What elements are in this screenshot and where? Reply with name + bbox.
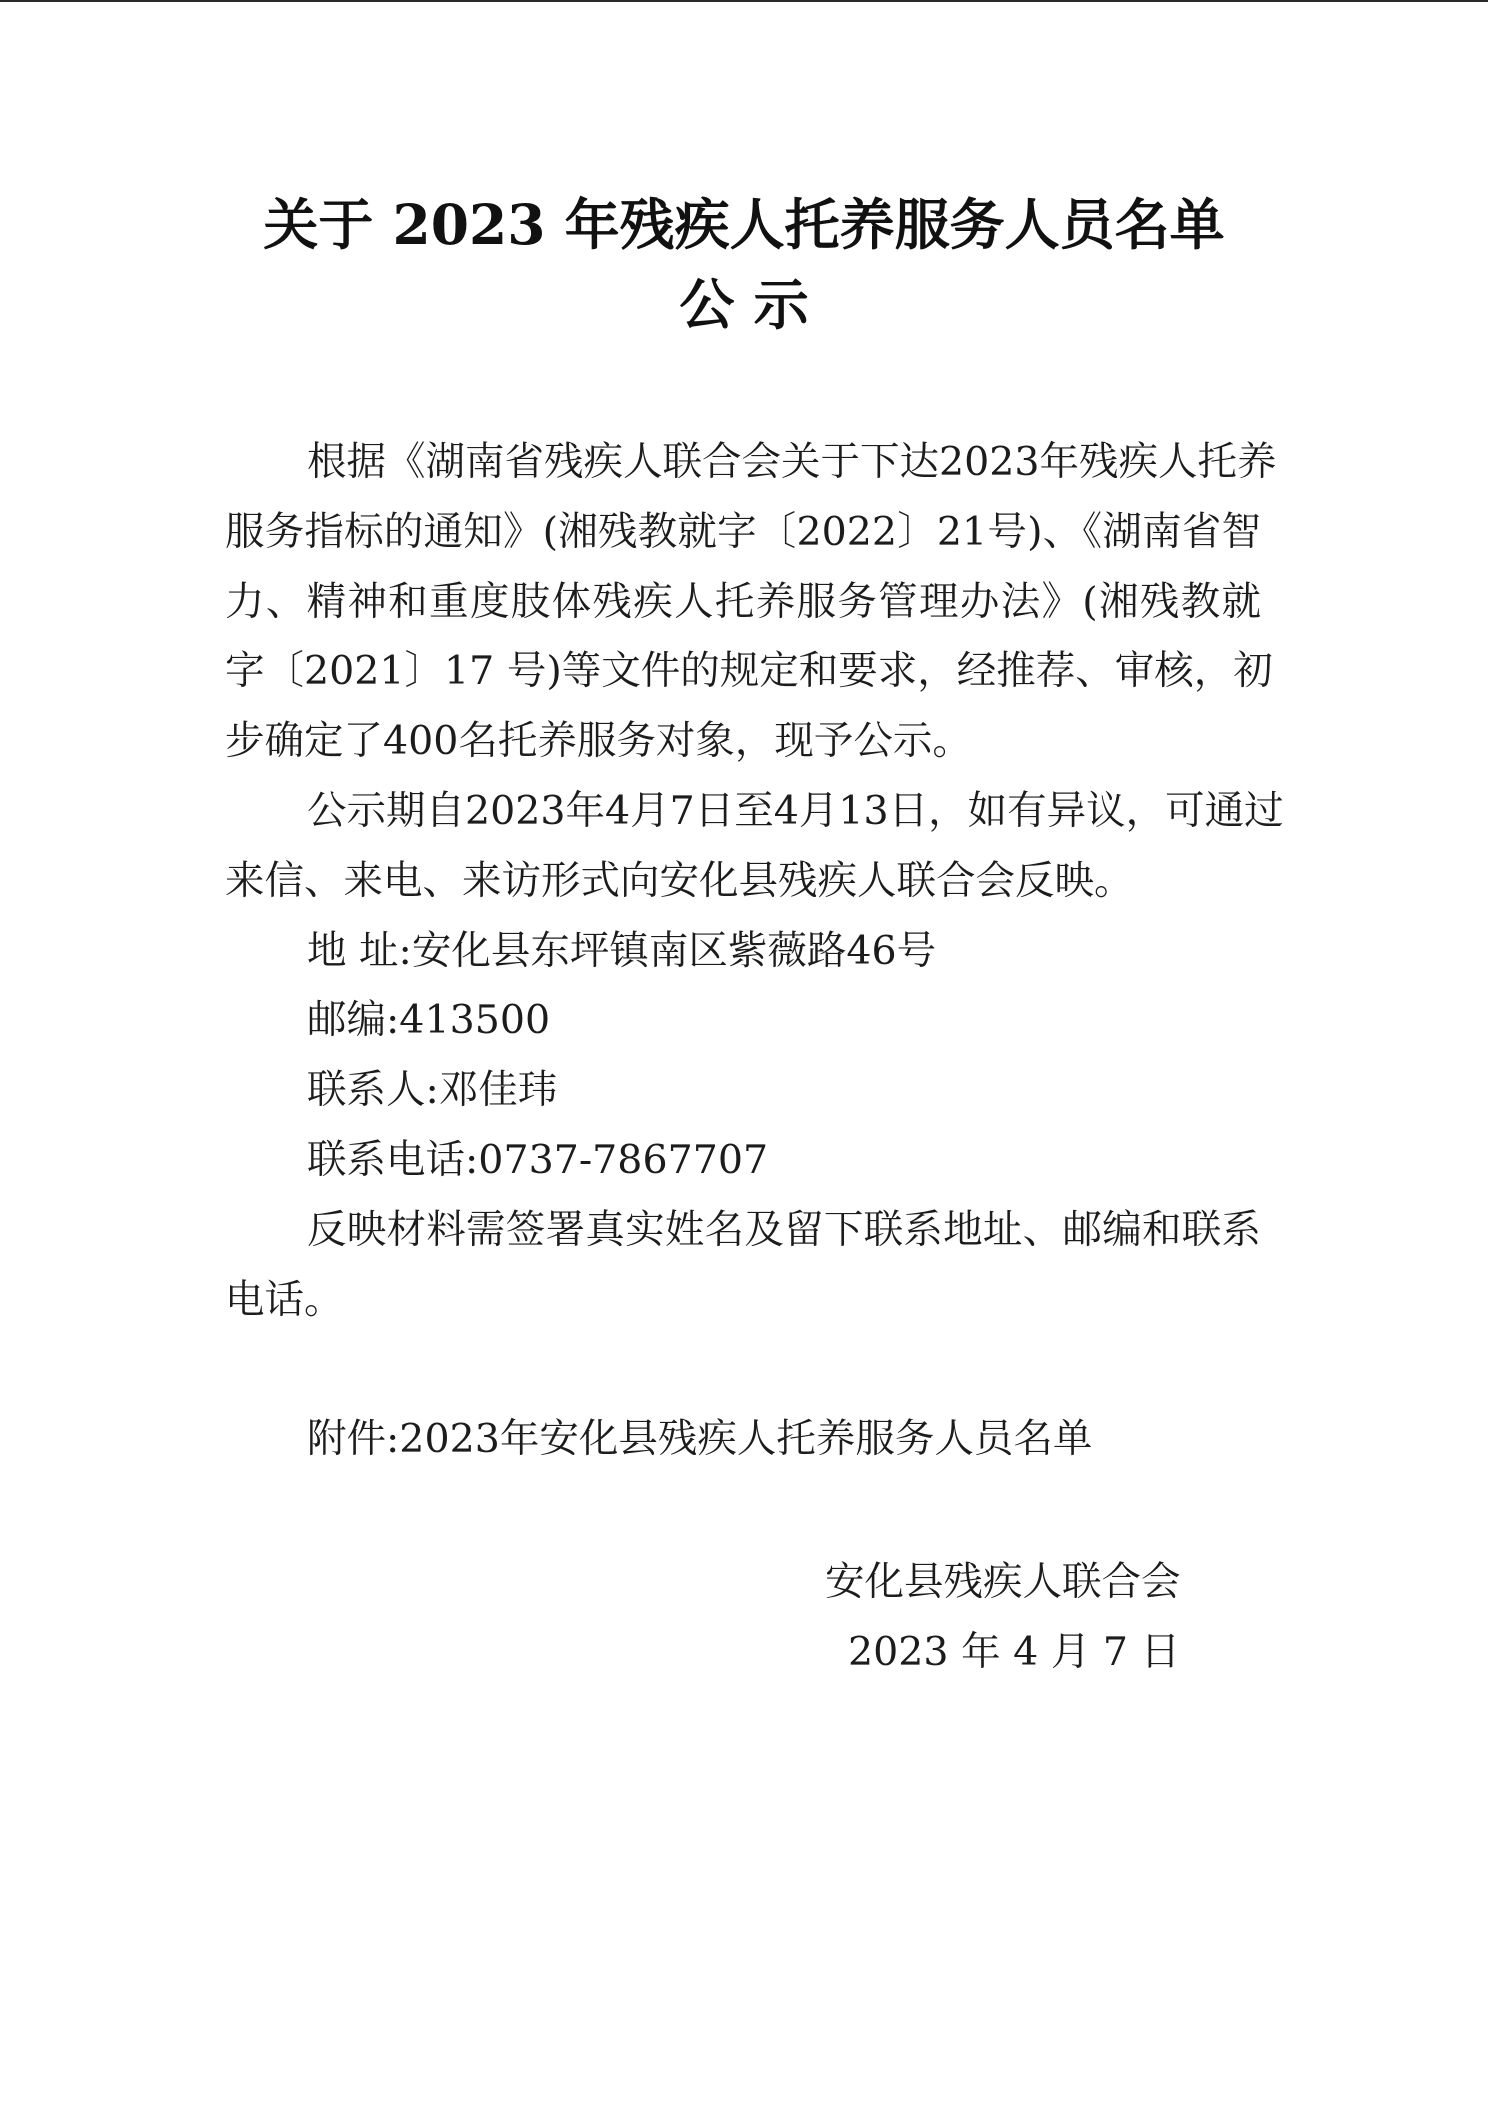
paragraph-line: 根据《湖南省残疾人联合会关于下达2023年残疾人托养 xyxy=(307,439,1277,485)
attachment-line: 附件:2023年安化县残疾人托养服务人员名单 xyxy=(307,1416,1093,1463)
title-line-1: 关于 2023 年残疾人托养服务人员名单 xyxy=(263,192,1225,257)
paragraph-line: 字〔2021〕17 号)等文件的规定和要求，经推荐、审核，初 xyxy=(225,648,1273,695)
paragraph-line: 来信、来电、来访形式向安化县残疾人联合会反映。 xyxy=(225,857,1134,904)
paragraph-line: 公示期自2023年4月7日至4月13日，如有异议，可通过 xyxy=(307,787,1284,834)
contact-person-line: 联系人:邓佳玮 xyxy=(307,1067,558,1114)
paragraph-notice-period xyxy=(225,777,1284,917)
paragraph-line: 反映材料需签署真实姓名及留下联系地址、邮编和联系 xyxy=(307,1206,1261,1253)
blank-line xyxy=(225,1335,1261,1405)
paragraph-line: 力、精神和重度肢体残疾人托养服务管理办法》(湘残教就 xyxy=(225,578,1261,625)
page-top-border xyxy=(0,0,1488,2)
document-body xyxy=(225,428,1284,1475)
paragraph-line: 服务指标的通知》(湘残教就字〔2022〕21号)、《湖南省智 xyxy=(225,508,1261,555)
paragraph-feedback xyxy=(225,1196,1261,1336)
title-line-2: 公 示 xyxy=(679,272,809,337)
paragraph-basis xyxy=(225,428,1277,777)
paragraph-line: 步确定了400名托养服务对象，现予公示。 xyxy=(225,718,972,765)
document-title xyxy=(0,185,1488,345)
postcode-line: 邮编:413500 xyxy=(307,997,551,1044)
signature-organization: 安化县残疾人联合会 xyxy=(825,1559,1181,1605)
paragraph-line: 电话。 xyxy=(225,1276,344,1323)
address-line: 地 址:安化县东坪镇南区紫薇路46号 xyxy=(307,927,937,974)
signature-date: 2023 年 4 月 7 日 xyxy=(848,1629,1181,1675)
contact-phone-line: 联系电话:0737-7867707 xyxy=(307,1136,769,1183)
